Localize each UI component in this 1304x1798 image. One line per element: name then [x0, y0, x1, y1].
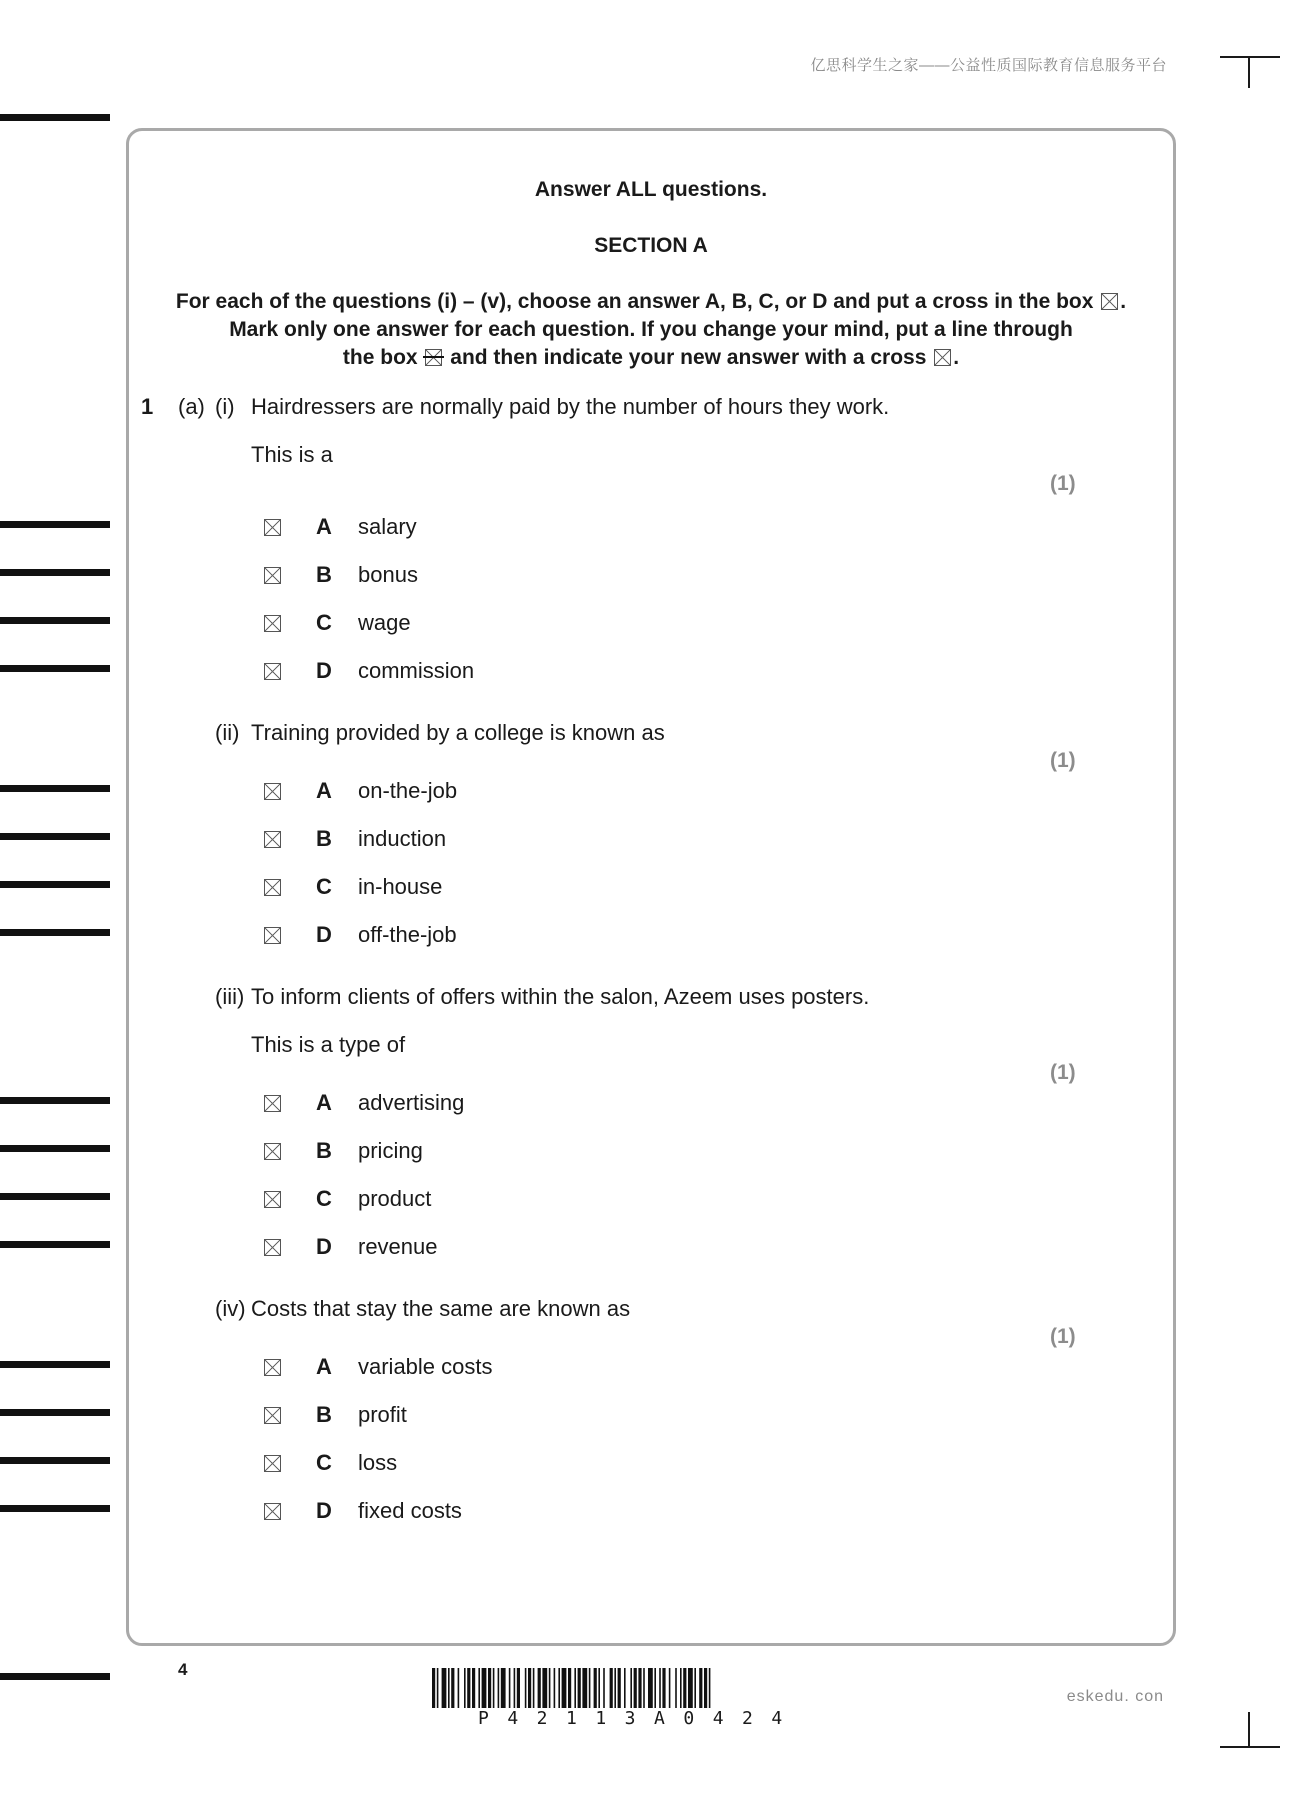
struck-box-icon	[425, 349, 442, 366]
crop-mark-top-v	[1248, 56, 1250, 88]
answer-checkbox-iii-a[interactable]	[264, 1095, 281, 1112]
option-text: advertising	[358, 1090, 465, 1115]
option-letter: D	[316, 1498, 332, 1523]
margin-bar	[0, 617, 110, 624]
option-text: salary	[358, 514, 417, 539]
page-number: 4	[178, 1660, 188, 1679]
margin-bar	[0, 1505, 110, 1512]
barcode	[432, 1668, 864, 1708]
answer-checkbox-iii-c[interactable]	[264, 1191, 281, 1208]
answer-checkbox-iv-c[interactable]	[264, 1455, 281, 1472]
option-text: bonus	[358, 562, 418, 587]
page-heading: Answer ALL questions.	[534, 178, 768, 201]
option-letter: D	[316, 1234, 332, 1259]
margin-bar	[0, 785, 110, 792]
option-letter: A	[316, 1090, 332, 1115]
answer-checkbox-ii-b[interactable]	[264, 831, 281, 848]
margin-bar	[0, 665, 110, 672]
margin-bar	[0, 1673, 110, 1680]
crossed-box-icon	[934, 349, 951, 366]
option-letter: A	[316, 1354, 332, 1379]
marks: (1)	[1050, 1325, 1076, 1348]
footer-site: eskedu. con	[1066, 1688, 1164, 1705]
option-text: in-house	[358, 874, 443, 899]
margin-bar	[0, 881, 110, 888]
option-text: loss	[358, 1450, 398, 1475]
part-label: (a)	[178, 394, 205, 419]
question-iv-num: (iv)	[215, 1296, 246, 1321]
option-letter: C	[316, 610, 332, 635]
option-letter: A	[316, 514, 332, 539]
marks: (1)	[1050, 472, 1076, 495]
option-letter: A	[316, 778, 332, 803]
option-text: pricing	[358, 1138, 423, 1163]
question-iii-stem: This is a type of	[251, 1032, 406, 1057]
option-text: wage	[358, 610, 411, 635]
margin-bar	[0, 1409, 110, 1416]
answer-checkbox-iv-d[interactable]	[264, 1503, 281, 1520]
margin-bar	[0, 114, 110, 121]
marks: (1)	[1050, 749, 1076, 772]
margin-bar	[0, 521, 110, 528]
question-ii-num: (ii)	[215, 720, 240, 745]
answer-checkbox-i-a[interactable]	[264, 519, 281, 536]
answer-checkbox-iv-b[interactable]	[264, 1407, 281, 1424]
section-title: SECTION A	[594, 234, 708, 257]
crop-mark-top-h	[1220, 56, 1280, 58]
question-iii-num: (iii)	[215, 984, 245, 1009]
margin-bar	[0, 1145, 110, 1152]
option-text: variable costs	[358, 1354, 493, 1379]
margin-bar	[0, 1361, 110, 1368]
option-letter: B	[316, 826, 332, 851]
answer-checkbox-iii-d[interactable]	[264, 1239, 281, 1256]
barcode-text: P42113A0424	[478, 1708, 801, 1729]
answer-checkbox-ii-c[interactable]	[264, 879, 281, 896]
option-text: product	[358, 1186, 432, 1211]
answer-checkbox-i-d[interactable]	[264, 663, 281, 680]
crop-mark-bottom-v	[1248, 1712, 1250, 1748]
option-text: off-the-job	[358, 922, 457, 947]
option-text: on-the-job	[358, 778, 458, 803]
option-letter: B	[316, 1402, 332, 1427]
option-text: commission	[358, 658, 475, 683]
instructions: For each of the questions (i) – (v), choose an answer A, B, C, or D and put a cross in the box . Mark only one answer for each question. If you change your mind, put a line through the box and then indicate your new answer with a cross .	[126, 288, 1176, 372]
answer-checkbox-ii-a[interactable]	[264, 783, 281, 800]
question-i-stem: This is a	[251, 442, 333, 467]
margin-bar	[0, 929, 110, 936]
question-ii-text: Training provided by a college is known as	[251, 720, 665, 745]
margin-bar	[0, 833, 110, 840]
option-letter: D	[316, 922, 332, 947]
margin-bar	[0, 1241, 110, 1248]
answer-checkbox-ii-d[interactable]	[264, 927, 281, 944]
margin-bar	[0, 1457, 110, 1464]
option-letter: C	[316, 874, 332, 899]
answer-checkbox-i-b[interactable]	[264, 567, 281, 584]
option-letter: B	[316, 562, 332, 587]
option-letter: D	[316, 658, 332, 683]
answer-checkbox-i-c[interactable]	[264, 615, 281, 632]
option-letter: C	[316, 1186, 332, 1211]
instruction-line2: Mark only one answer for each question. If you change your mind, put a line through	[229, 318, 1073, 341]
question-i-num: (i)	[215, 394, 235, 419]
instruction-line1: For each of the questions (i) – (v), choose an answer A, B, C, or D and put a cross in the box	[175, 290, 1094, 313]
question-iv-text: Costs that stay the same are known as	[251, 1296, 631, 1321]
answer-checkbox-iii-b[interactable]	[264, 1143, 281, 1160]
option-letter: C	[316, 1450, 332, 1475]
question-iii-text: To inform clients of offers within the salon, Azeem uses posters.	[251, 984, 870, 1009]
marks: (1)	[1050, 1061, 1076, 1084]
option-text: revenue	[358, 1234, 438, 1259]
answer-checkbox-iv-a[interactable]	[264, 1359, 281, 1376]
margin-bar	[0, 1097, 110, 1104]
option-text: fixed costs	[358, 1498, 462, 1523]
margin-bar	[0, 569, 110, 576]
crossed-box-icon	[1101, 293, 1118, 310]
option-text: profit	[358, 1402, 407, 1427]
margin-bar	[0, 1193, 110, 1200]
option-letter: B	[316, 1138, 332, 1163]
header-watermark: 亿思科学生之家——公益性质国际教育信息服务平台	[810, 57, 1167, 74]
option-text: induction	[358, 826, 447, 851]
question-i-text: Hairdressers are normally paid by the number of hours they work.	[251, 394, 890, 419]
question-number: 1	[141, 394, 154, 419]
crop-mark-bottom-h	[1220, 1746, 1280, 1748]
